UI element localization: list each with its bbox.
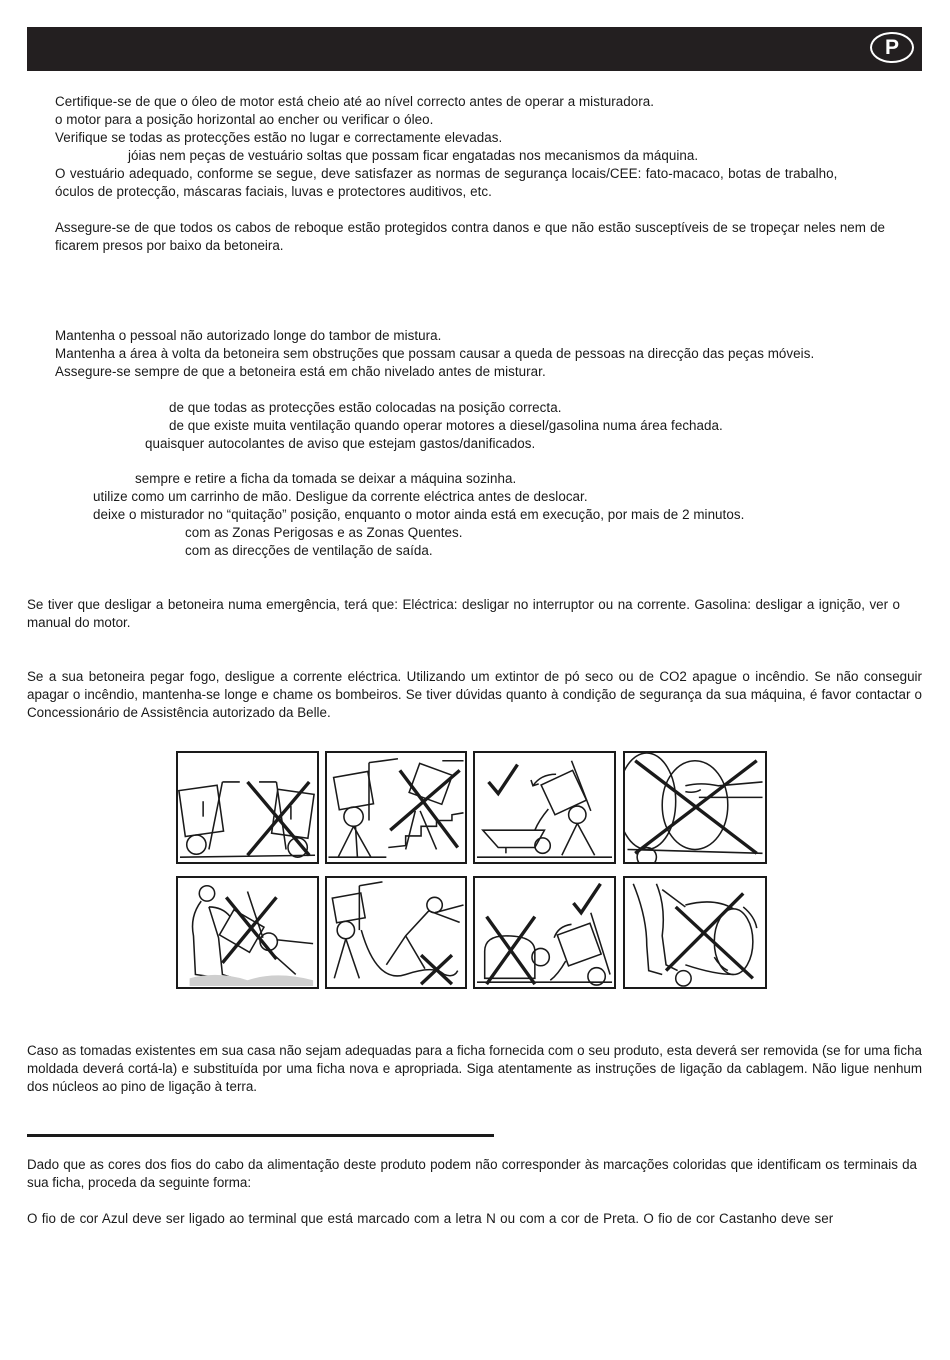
illustration-hands-in-drum: [623, 751, 767, 864]
caution-line-wheelbarrow: utilize como um carrinho de mão. Desligue da corrente eléctrica antes de deslocar.: [93, 489, 588, 504]
move-while-running-icon: [625, 878, 765, 987]
illustration-stable-stand: [325, 751, 467, 864]
illustration-discharge-on-ground: [473, 876, 616, 989]
emergency-paragraph: Se tiver que desligar a betoneira numa emergência, terá que: Eléctrica: desligar no interruptor ou na corrente. Gasolina: desligar a ignição, ver o manual do motor.: [27, 597, 900, 630]
check-line-guards: de que todas as protecções estão colocadas na posição correcta.: [169, 400, 562, 415]
section-divider: [27, 1134, 494, 1137]
caution-line-discharge: deixe o misturador no “quitação” posição, enquanto o motor ainda está em execução, por mais de 2 minutos.: [93, 507, 745, 522]
illustration-wet-ground: [176, 876, 319, 989]
prep-line-ppe: óculos de protecção, máscaras faciais, luvas e protectores auditivos, etc.: [55, 184, 492, 199]
prep-line-oil: Certifique-se de que o óleo de motor está cheio até ao nível correcto antes de operar a misturadora.: [55, 94, 654, 109]
mixer-on-steps-icon: [327, 753, 465, 862]
wheelbarrow-discharge-icon: [475, 753, 614, 862]
caution-line-unplug: sempre e retire a ficha da tomada se deixar a máquina sozinha.: [135, 471, 517, 486]
wiring-paragraph: Dado que as cores dos fios do cabo da alimentação deste produto podem não corresponder às marcações coloridas que identificam os terminais da sua ficha, proceda da seguinte forma:: [27, 1157, 917, 1190]
hand-in-drum-icon: [625, 753, 765, 862]
check-line-stickers: quaisquer autocolantes de aviso que estejam gastos/danificados.: [145, 436, 536, 451]
op-line-personnel: Mantenha o pessoal não autorizado longe do tambor de mistura.: [55, 328, 442, 343]
trip-hazard-icon: [327, 878, 465, 987]
ground-discharge-icon: [475, 878, 614, 987]
prep-line-motor-horizontal: o motor para a posição horizontal ao encher ou verificar o óleo.: [55, 112, 434, 127]
header-bar: [27, 27, 922, 71]
language-badge: P: [870, 32, 914, 63]
mixer-on-slope-icon: [178, 753, 317, 862]
illustration-moving-while-running: [623, 876, 767, 989]
wiring-blue-brown-line: O fio de cor Azul deve ser ligado ao terminal que está marcado com a letra N ou com a cor de Preta. O fio de cor Castanho deve ser: [27, 1211, 834, 1226]
op-line-level-ground: Assegure-se sempre de que a betoneira está em chão nivelado antes de misturar.: [55, 364, 546, 379]
caution-line-zones: com as Zonas Perigosas e as Zonas Quentes.: [185, 525, 463, 540]
prep-line-guards: Verifique se todas as protecções estão no lugar e correctamente elevadas.: [55, 130, 503, 145]
check-line-ventilation: de que existe muita ventilação quando operar motores a diesel/gasolina numa área fechada.: [169, 418, 723, 433]
towing-paragraph: Assegure-se de que todos os cabos de reboque estão protegidos contra danos e que não estão susceptíveis de se tropeçar neles nem de ficarem presos por baixo da betoneira.: [55, 220, 885, 253]
plug-paragraph: Caso as tomadas existentes em sua casa não sejam adequadas para a ficha fornecida com o seu produto, esta deverá ser removida (se for uma ficha moldada deverá cortá-la) e substituída por uma ficha nova e apropriada. Siga atentamente as instruções de ligação da cablagem. Não ligue nenhum dos núcleos ao pino de ligação à terra.: [27, 1043, 922, 1094]
fire-paragraph: Se a sua betoneira pegar fogo, desligue a corrente eléctrica. Utilizando um extintor de pó seco ou de CO2 apague o incêndio. Se não conseguir apagar o incêndio, mantenha-se longe e chame os bombeiros. Se tiver dúvidas quanto à condição de segurança da sua máquina, é favor contactar o Concessionário de Assistência autorizado da Belle.: [27, 669, 922, 720]
illustration-discharge-to-barrow: [473, 751, 616, 864]
illustration-level-ground: [176, 751, 319, 864]
caution-line-exhaust: com as direcções de ventilação de saída.: [185, 543, 433, 558]
illustration-trip-hazard: [325, 876, 467, 989]
prep-line-clothing: O vestuário adequado, conforme se segue, deve satisfazer as normas de segurança locais/CEE: fato-macaco, botas de trabalho,: [55, 166, 838, 181]
op-line-area-clear: Mantenha a área à volta da betoneira sem obstruções que possam causar a queda de pessoas na direcção das peças móveis.: [55, 346, 815, 361]
prep-line-jewellery: jóias nem peças de vestuário soltas que possam ficar engatadas nos mecanismos da máquina.: [128, 148, 699, 163]
wet-floor-hazard-icon: [178, 878, 317, 987]
safety-illustrations-grid: [176, 751, 768, 992]
